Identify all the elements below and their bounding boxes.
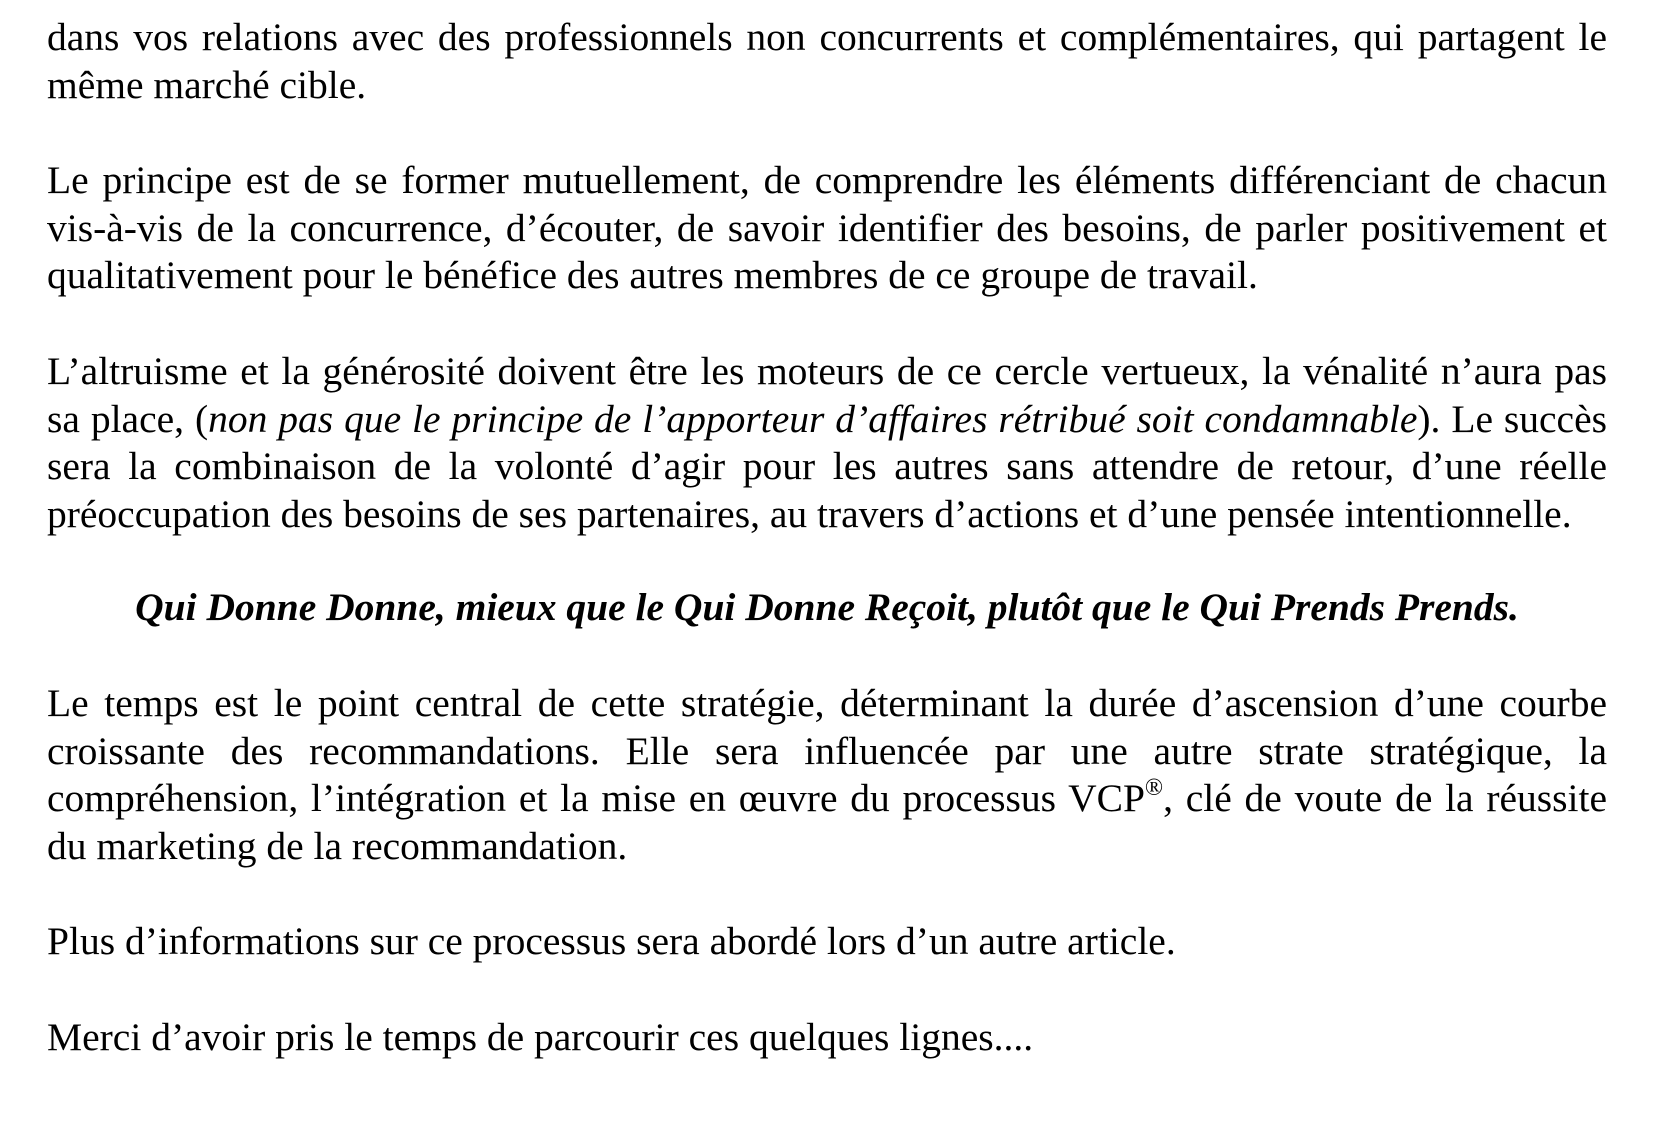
- altruism-text-end: ). Le succès sera la combinaison de la volonté d’agir pour les autres sans attendre de retour, d’une réelle préoccupation des besoins de ses partenaires, au travers d’actions et d’une pensée intentionnelle.: [47, 396, 1607, 536]
- altruism-italic-note: non pas que le principe de l’apporteur d’affaires rétribué soit condamnable: [208, 396, 1418, 441]
- paragraph-thanks: Merci d’avoir pris le temps de parcourir ces quelques lignes....: [47, 1014, 1034, 1059]
- strategy-text-start: Le temps est le point central de cette stratégie, déterminant la durée d’ascension d’une courbe croissante des recommandations. Elle sera influencée par une autre strate stratégique, la compréhension, l’intégration et la mise en œuvre du processus VCP: [47, 680, 1607, 821]
- registered-trademark: ®: [1144, 774, 1164, 801]
- paragraph-more-info: Plus d’informations sur ce processus sera abordé lors d’un autre article.: [47, 919, 1176, 964]
- paragraph-principle: Le principe est de se former mutuellement, de comprendre les éléments différenciant de chacun vis-à-vis de la concurrence, d’écouter, de savoir identifier des besoins, de parler positivement et qualitativement pour le bénéfice des autres membres de ce groupe de travail.: [47, 158, 1607, 298]
- paragraph-spacer: [47, 870, 1607, 918]
- paragraph-spacer: [47, 300, 1607, 348]
- paragraph-altruism: [47, 348, 1607, 538]
- paragraph-market: dans vos relations avec des professionnels non concurrents et complémentaires, qui partagent le même marché cible.: [47, 15, 1607, 107]
- paragraph-spacer: [47, 966, 1607, 1014]
- altruism-text-start: L’altruisme et la générosité doivent être les moteurs de ce cercle vertueux, la vénalité n’aura pas sa place, (: [47, 348, 1607, 441]
- paragraph-strategy-time: [47, 680, 1607, 870]
- paragraph-spacer: [47, 538, 1607, 584]
- document-page: [47, 14, 1607, 1062]
- strategy-text-end: , clé de voute de la réussite du marketing de la recommandation.: [47, 776, 1607, 868]
- quote-line: Qui Donne Donne, mieux que le Qui Donne Reçoit, plutôt que le Qui Prends Prends.: [135, 585, 1519, 630]
- paragraph-spacer: [47, 109, 1607, 157]
- paragraph-spacer: [47, 632, 1607, 680]
